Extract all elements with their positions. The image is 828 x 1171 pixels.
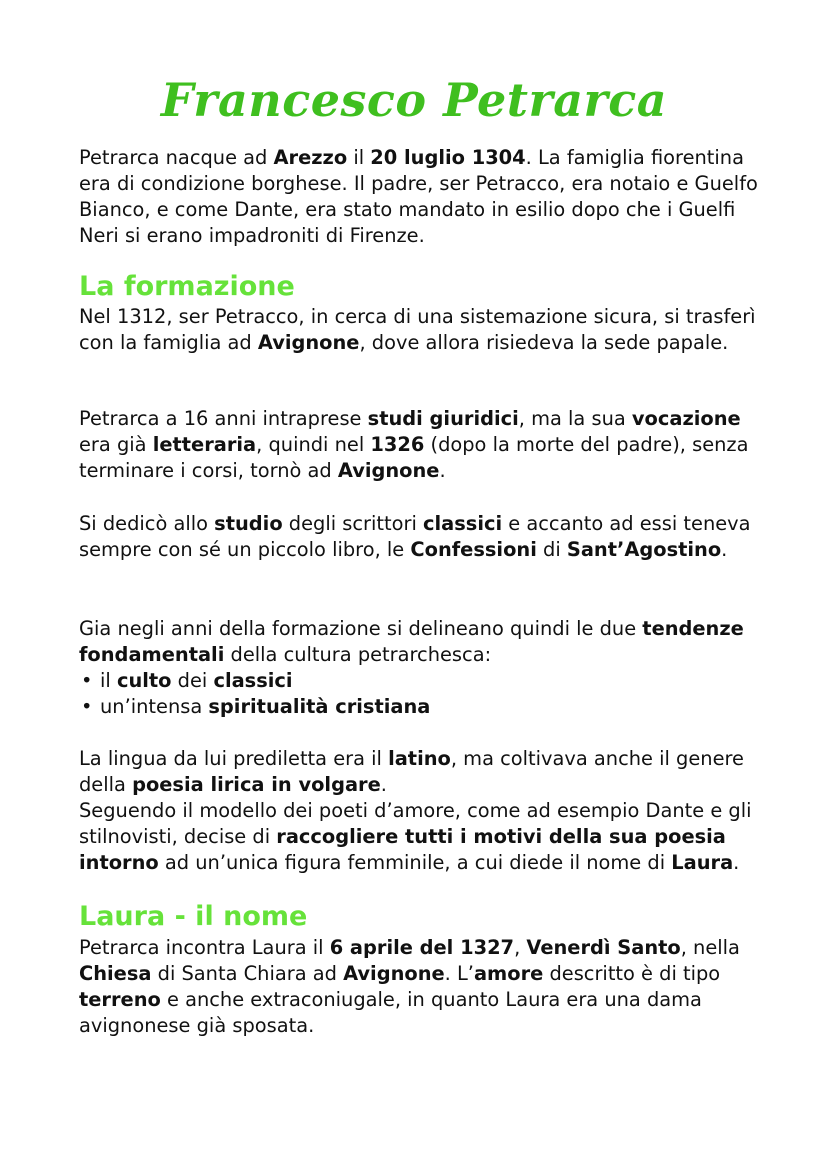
formazione-paragraph-6: Seguendo il modello dei poeti d’amore, come ad esempio Dante e gli stilnovisti, decise di raccogliere tutti i motivi della sua poesia intorno ad un’unica figura femminile, a cui diede il nome di Laura. — [79, 799, 752, 874]
page-title: Francesco Petrarca — [160, 73, 668, 127]
formazione-paragraph-2: Petrarca a 16 anni intraprese studi giuridici, ma la sua vocazione era già letteraria, quindi nel 1326 (dopo la morte del padre), senza terminare i corsi, tornò ad Avignone. — [79, 407, 749, 482]
formazione-paragraph-5: La lingua da lui prediletta era il latino, ma coltivava anche il genere della poesia lirica in volgare. — [79, 747, 744, 796]
tendenze-list — [79, 668, 759, 720]
list-item: • il culto dei classici — [79, 668, 759, 694]
heading-laura: Laura - il nome — [79, 901, 308, 932]
laura-paragraph: Petrarca incontra Laura il 6 aprile del 1327, Venerdì Santo, nella Chiesa di Santa Chiara ad Avignone. L’amore descritto è di tipo terreno e anche extraconiugale, in quanto Laura era una dama avignonese già sposata. — [79, 936, 740, 1037]
formazione-paragraph-1: Nel 1312, ser Petracco, in cerca di una sistemazione sicura, si trasferì con la famiglia ad Avignone, dove allora risiedeva la sede papale. — [79, 305, 756, 354]
tendenze-intro: Gia negli anni della formazione si delineano quindi le due tendenze fondamentali della cultura petrarchesca: — [79, 617, 744, 666]
list-item: • un’intensa spiritualità cristiana — [79, 694, 759, 720]
heading-formazione: La formazione — [79, 271, 295, 302]
intro-paragraph: Petrarca nacque ad Arezzo il 20 luglio 1304. La famiglia fiorentina era di condizione borghese. Il padre, ser Petracco, era notaio e Guelfo Bianco, e come Dante, era stato mandato in esilio dopo che i Guelfi Neri si erano impadroniti di Firenze. — [79, 146, 758, 247]
formazione-paragraph-4 — [79, 616, 759, 720]
formazione-paragraph-3: Si dedicò allo studio degli scrittori classici e accanto ad essi teneva sempre con sé un piccolo libro, le Confessioni di Sant’Agostino. — [79, 512, 751, 561]
